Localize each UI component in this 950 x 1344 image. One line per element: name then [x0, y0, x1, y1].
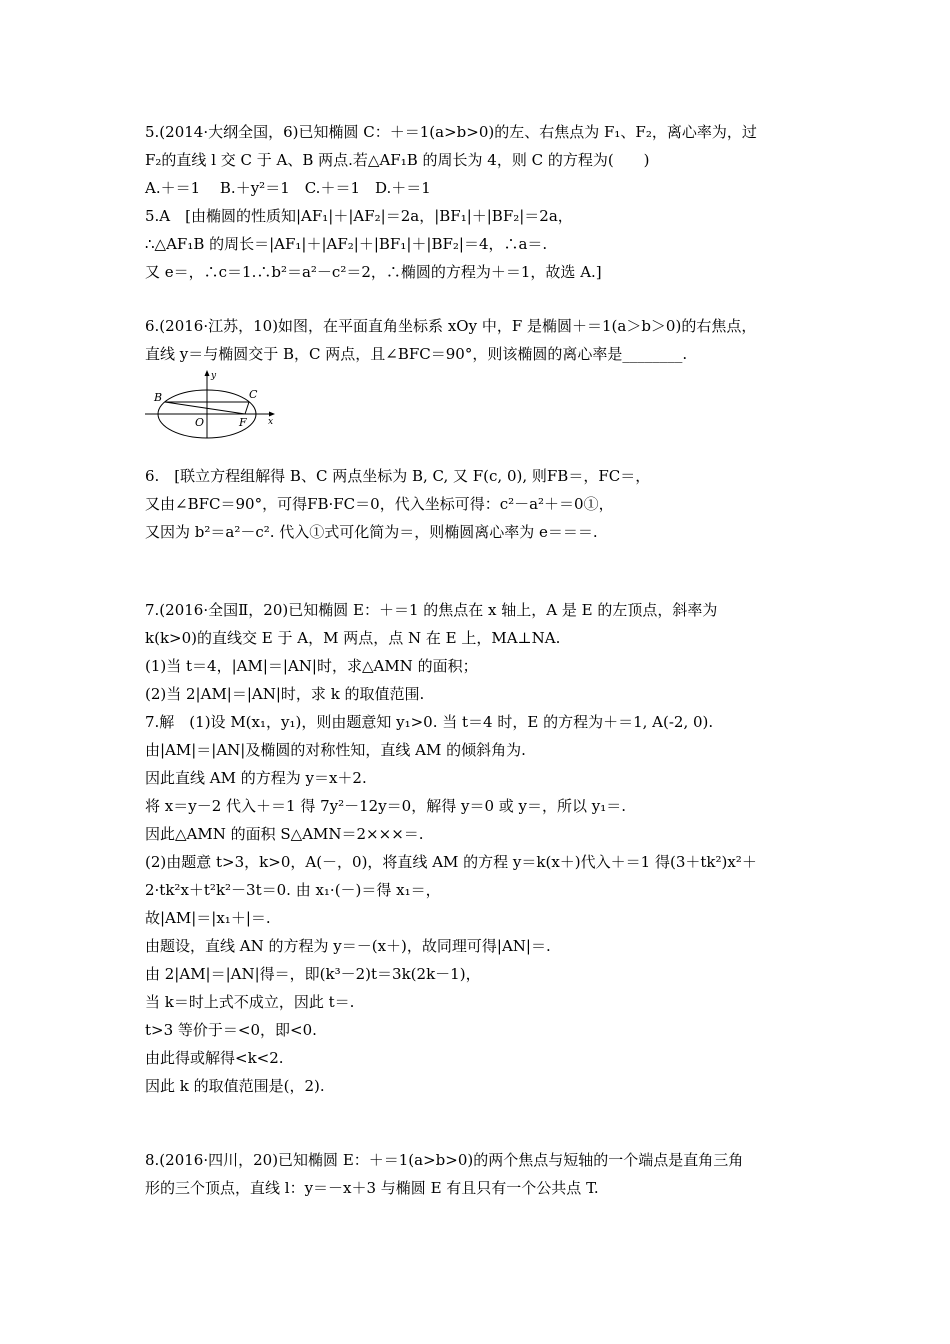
- problem7-solution-13: 由此得或解得<k<2.: [145, 1049, 284, 1067]
- problem7-part-1: (1)当 t＝4，|AM|＝|AN|时，求△AMN 的面积；: [145, 657, 478, 675]
- problem6-solution-3: 又因为 b²＝a²－c². 代入①式可化简为＝，则椭圆离心率为 e＝＝＝.: [145, 523, 598, 541]
- problem5-solution-3: 又 e＝，∴c＝1.∴b²＝a²－c²＝2，∴椭圆的方程为＋＝1，故选 A.]: [145, 263, 602, 281]
- problem8-line-1: 8.(2016·四川，20)已知椭圆 E：＋＝1(a>b>0)的两个焦点与短轴的一个端点是直角三角: [145, 1151, 744, 1169]
- label-x: x: [268, 417, 274, 427]
- problem7-solution-8: 故|AM|＝|x₁＋|＝.: [145, 909, 271, 927]
- ellipse-figure: [145, 368, 285, 440]
- problem7-solution-7: 2·tk²x＋t²k²－3t＝0. 由 x₁·(－)＝得 x₁＝，: [145, 881, 441, 899]
- problem5-options: A.＋＝1 B.＋y²＝1 C.＋＝1 D.＋＝1: [145, 179, 431, 197]
- problem5-solution-1: 5.A [由椭圆的性质知|AF₁|＋|AF₂|＝2a，|BF₁|＋|BF₂|＝2a，: [145, 207, 573, 225]
- label-y: y: [211, 371, 217, 381]
- problem7-solution-1: 7.解 (1)设 M(x₁，y₁)，则由题意知 y₁>0. 当 t＝4 时，E 的方程为＋＝1, A(-2, 0).: [145, 713, 714, 731]
- label-b: B: [154, 391, 163, 404]
- problem7-solution-2: 由|AM|＝|AN|及椭圆的对称性知，直线 AM 的倾斜角为.: [145, 741, 526, 759]
- problem7-solution-5: 因此△AMN 的面积 S△AMN＝2×××＝.: [145, 825, 424, 843]
- label-c: C: [249, 388, 258, 401]
- problem6-solution-1: 6. [联立方程组解得 B、C 两点坐标为 B, C, 又 F(c, 0), 则FB＝，FC＝，: [145, 467, 651, 485]
- problem7-line-2: k(k>0)的直线交 E 于 A，M 两点，点 N 在 E 上，MA⊥NA.: [145, 629, 561, 647]
- problem7-solution-6: (2)由题意 t>3，k>0，A(－，0)，将直线 AM 的方程 y＝k(x＋)代入＋＝1 得(3＋tk²)x²＋: [145, 853, 757, 871]
- problem7-part-2: (2)当 2|AM|＝|AN|时，求 k 的取值范围.: [145, 685, 425, 703]
- problem6-line-2: 直线 y＝与椭圆交于 B，C 两点，且∠BFC＝90°，则该椭圆的离心率是________.: [145, 345, 688, 363]
- problem5-line-1: 5.(2014·大纲全国，6)已知椭圆 C：＋＝1(a>b>0)的左、右焦点为 F₁、F₂，离心率为，过: [145, 123, 757, 141]
- problem6-line-1: 6.(2016·江苏，10)如图，在平面直角坐标系 xOy 中，F 是椭圆＋＝1(a＞b＞0)的右焦点，: [145, 317, 757, 335]
- segment-bf: [165, 402, 245, 414]
- problem7-solution-12: t>3 等价于＝<0，即<0.: [145, 1021, 317, 1039]
- problem7-solution-3: 因此直线 AM 的方程为 y＝x＋2.: [145, 769, 367, 787]
- y-axis-arrow: [205, 370, 210, 376]
- label-f: F: [239, 416, 247, 429]
- x-axis-arrow: [269, 412, 275, 417]
- problem6-solution-2: 又由∠BFC＝90°，可得FB·FC＝0，代入坐标可得：c²－a²＋＝0①，: [145, 495, 614, 513]
- problem5-line-2: F₂的直线 l 交 C 于 A、B 两点.若△AF₁B 的周长为 4，则 C 的方程为( ): [145, 151, 650, 169]
- label-o: O: [195, 416, 205, 429]
- problem7-solution-9: 由题设，直线 AN 的方程为 y＝－(x＋)，故同理可得|AN|＝.: [145, 937, 551, 955]
- problem7-solution-4: 将 x＝y－2 代入＋＝1 得 7y²－12y＝0，解得 y＝0 或 y＝，所以 y₁＝.: [145, 797, 627, 815]
- problem7-solution-11: 当 k＝时上式不成立，因此 t＝.: [145, 993, 355, 1011]
- problem7-line-1: 7.(2016·全国Ⅱ，20)已知椭圆 E：＋＝1 的焦点在 x 轴上，A 是 E 的左顶点，斜率为: [145, 601, 718, 619]
- problem7-solution-14: 因此 k 的取值范围是(，2).: [145, 1077, 325, 1095]
- problem7-solution-10: 由 2|AM|＝|AN|得＝，即(k³－2)t＝3k(2k－1)，: [145, 965, 481, 983]
- problem8-line-2: 形的三个顶点，直线 l：y＝－x＋3 与椭圆 E 有且只有一个公共点 T.: [145, 1179, 599, 1197]
- problem5-solution-2: ∴△AF₁B 的周长＝|AF₁|＋|AF₂|＋|BF₁|＋|BF₂|＝4，∴a＝.: [145, 235, 548, 253]
- segment-cf: [245, 402, 249, 414]
